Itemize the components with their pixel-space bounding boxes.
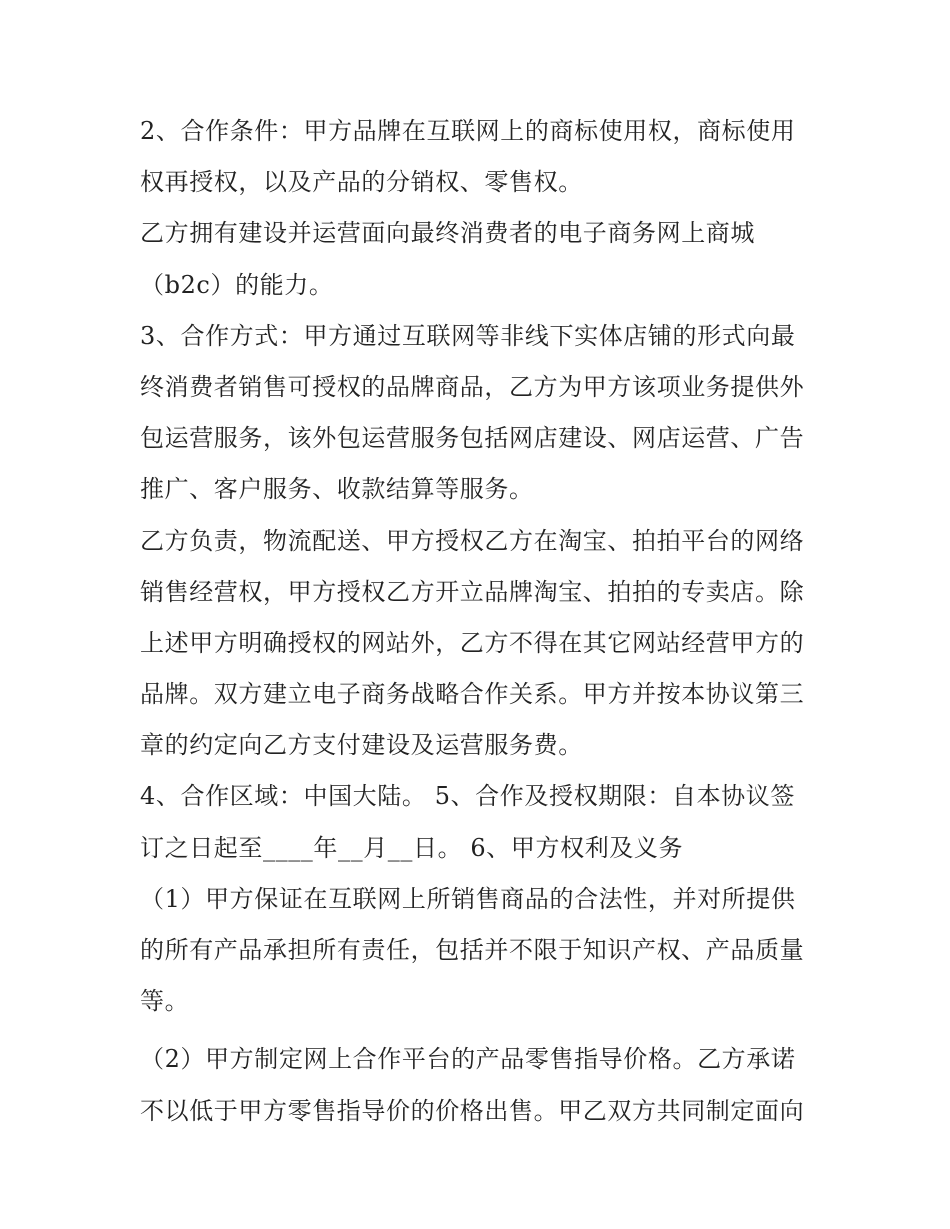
text-line: 章的约定向乙方支付建设及运营服务费。	[140, 731, 583, 760]
paragraph-gap	[140, 1027, 820, 1034]
text-line: 2、合作条件：甲方品牌在互联网上的商标使用权，商标使用	[140, 117, 796, 145]
text-line: 推广、客户服务、收款结算等服务。	[140, 475, 534, 504]
text-line: （2）甲方制定网上合作平台的产品零售指导价格。乙方承诺	[140, 1045, 796, 1074]
text-line: 等。	[140, 987, 190, 1016]
text-line: 乙方拥有建设并运营面向最终消费者的电子商务网上商城	[140, 219, 755, 248]
text-line: 权再授权，以及产品的分销权、零售权。	[140, 168, 583, 197]
text-line: 的所有产品承担所有责任，包括并不限于知识产权、产品质量	[140, 936, 805, 964]
text-line: 不以低于甲方零售指导价的价格出售。甲乙双方共同制定面向	[140, 1096, 805, 1125]
text-line: 包运营服务，该外包运营服务包括网店建设、网店运营、广告	[140, 424, 805, 453]
text-line: 销售经营权，甲方授权乙方开立品牌淘宝、拍拍的专卖店。除	[140, 577, 805, 606]
document-body	[140, 106, 820, 1137]
text-line: （1）甲方保证在互联网上所销售商品的合法性，并对所提供	[140, 884, 796, 913]
text-line: 品牌。双方建立电子商务战略合作关系。甲方并按本协议第三	[140, 680, 805, 709]
text-line: 订之日起至____年__月__日。 6、甲方权利及义务	[140, 833, 684, 862]
text-line: （b2c）的能力。	[140, 270, 334, 299]
text-line: 4、合作区域：中国大陆。 5、合作及授权期限：自本协议签	[140, 782, 795, 811]
text-line: 3、合作方式：甲方通过互联网等非线下实体店铺的形式向最	[140, 321, 796, 350]
text-line: 上述甲方明确授权的网站外，乙方不得在其它网站经营甲方的	[140, 628, 805, 657]
text-line: 终消费者销售可授权的品牌商品，乙方为甲方该项业务提供外	[140, 372, 805, 401]
text-line: 乙方负责，物流配送、甲方授权乙方在淘宝、拍拍平台的网络	[140, 526, 805, 555]
